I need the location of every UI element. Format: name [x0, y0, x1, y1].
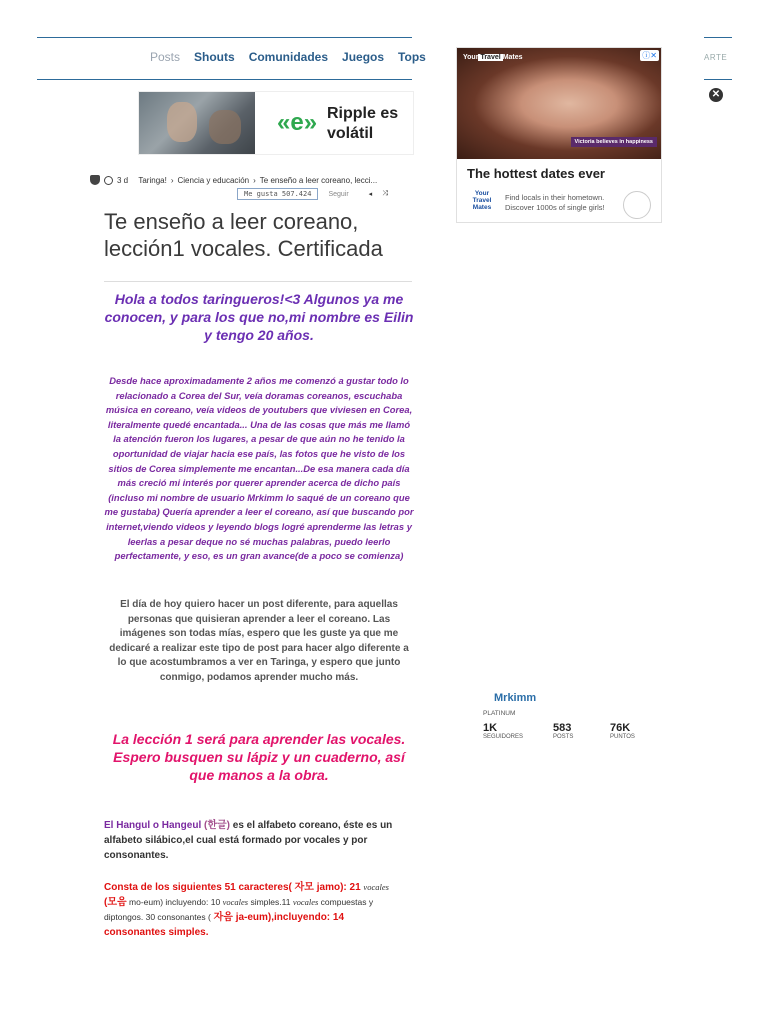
shuffle-icon[interactable]: ⤨ [382, 190, 388, 197]
post-actions [237, 188, 388, 200]
ad-headline: The hottest dates ever [467, 166, 605, 181]
stat-followers: 1K SEGUIDORES [483, 722, 524, 740]
hangul-name: El Hangul o Hangeul [104, 820, 202, 831]
post-lesson: La lección 1 será para aprender las vocales. Espero busquen su lápiz y un cuaderno, así que manos a la obra. [112, 731, 406, 783]
nav-tops[interactable]: Tops [398, 50, 426, 64]
nav-right-fragment: ARTE [704, 53, 728, 62]
consta-1: Consta de los siguientes 51 caracteres( 자모 jamo): 21 [104, 882, 364, 893]
follow-button[interactable]: Seguir [328, 190, 349, 198]
hangul-paragraph [104, 818, 404, 863]
nav-bottom-line-right [704, 79, 732, 80]
vocales-word-2: vocales [222, 897, 249, 907]
nav-posts[interactable]: Posts [150, 50, 181, 64]
nav-comunidades[interactable]: Comunidades [248, 50, 329, 64]
ad-arrow-icon[interactable] [623, 191, 651, 219]
ad-description: Find locals in their hometown. Discover 1000s of single girls! [505, 193, 605, 212]
consta-paragraph [104, 880, 404, 940]
nav-bottom-line [37, 79, 412, 80]
breadcrumb-category[interactable]: Ciencia y educación [177, 175, 250, 185]
title-divider [104, 281, 412, 282]
caret-left-icon[interactable]: ◂ [368, 191, 373, 198]
ad-brand: Your Travel Mates [463, 54, 523, 61]
shield-icon [90, 175, 100, 185]
adchoices-icon[interactable]: ⓘ✕ [642, 51, 657, 60]
post-story: Desde hace aproximadamente 2 años me comenzó a gustar todo lo relacionado a Corea del Sur, veía doramas coreanos, escuchaba música en coreano, veía videos de youtubers que viviesen en Corea, literalmente quedé encantada... Una de las cosas que más me llamó la atención fueron los lugares, a pesar de que aún no he tenido la oportunidad de viajar hacia ese país, las fotos que he visto de los sitios de Corea simplemente me encantan...De esa manera cada día más creció mi interés por querer aprender acerca de dicho país (incluso mi nombre de usuario Mrkimm lo saqué de un coreano que me gustaba) Quería aprender a leer el coreano, así que buscando por internet,viendo videos y leyendo blogs logré aprenderme las letras y leerlas a pesar deque no sé muchas palabras, puedo leerlo perfectamente, y eso, es un gran avance(de a poco se comienza) [104, 375, 414, 562]
nav-shouts[interactable]: Shouts [194, 50, 235, 64]
author-name[interactable]: Mrkimm [494, 692, 537, 704]
ad-photo [457, 48, 661, 159]
stat-posts: 583 POSTS [553, 722, 574, 740]
ad-ribbon: Victoria believes in happiness [571, 137, 657, 147]
like-button[interactable]: Me gusta 507.424 [237, 188, 318, 200]
author-rank: PLATINUM [483, 710, 516, 717]
chevron-right-icon: › [170, 175, 174, 185]
breadcrumb [90, 175, 377, 185]
main-nav [150, 50, 426, 64]
travel-mates-ad[interactable] [456, 47, 662, 223]
nav-juegos[interactable]: Juegos [342, 50, 385, 64]
stat-points: 76K PUNTOS [610, 722, 635, 740]
banner-text [327, 104, 398, 144]
hangul-rest: es el alfabeto coreano, éste es un alfabeto silábico,el cual está formado por vocales y por consonantes. [104, 820, 393, 861]
post-intro: Hola a todos taringueros!<3 Algunos ya me conocen, y para los que no,mi nombre es Eilin y tengo 20 años. [104, 291, 414, 343]
breadcrumb-current: Te enseño a leer coreano, lecci... [259, 175, 378, 185]
post-title: Te enseño a leer coreano, lección1 vocales. Certificada [104, 209, 383, 261]
nav-top-line [37, 37, 412, 38]
vocales-word-3: vocales [292, 897, 319, 907]
ripple-logo-icon: «e» [277, 109, 318, 136]
consta-4: simples.11 [248, 897, 293, 907]
chevron-right-icon: › [253, 175, 256, 185]
post-today: El día de hoy quiero hacer un post diferente, para aquellas personas que quisieran aprender a leer el coreano. Las imágenes son todas mías, espero que les guste ya que me dedicaré a realizar este tipo de post para hacer algo diferente a lo que acostumbramos a ver en Taringa, y espero que junto conmigo, podamos aprender mucho más. [109, 599, 409, 683]
consta-2: (모음 [104, 897, 127, 908]
banner-text-line2: volátil [327, 125, 374, 142]
banner-text-line1: Ripple es [327, 105, 399, 122]
clock-icon [104, 176, 113, 185]
vocales-word-1: vocales [363, 882, 389, 892]
ripple-banner[interactable] [138, 91, 414, 155]
ad-mini-logo: Your Travel Mates [472, 190, 492, 211]
banner-photo [139, 92, 255, 154]
hangul-korean: (한글) [204, 820, 230, 831]
consta-5: compuestas y diptongos. 30 consonantes ( [104, 897, 374, 922]
nav-top-line-right [704, 37, 732, 38]
consta-3: mo-eum) incluyendo: 10 [126, 897, 223, 907]
post-age: 3 d [117, 175, 129, 185]
breadcrumb-taringa[interactable]: Taringa! [138, 175, 167, 185]
close-icon[interactable]: ✕ [709, 88, 723, 102]
consta-6: 자음 ja-eum),incluyendo: 14 consonantes simples. [104, 912, 345, 938]
